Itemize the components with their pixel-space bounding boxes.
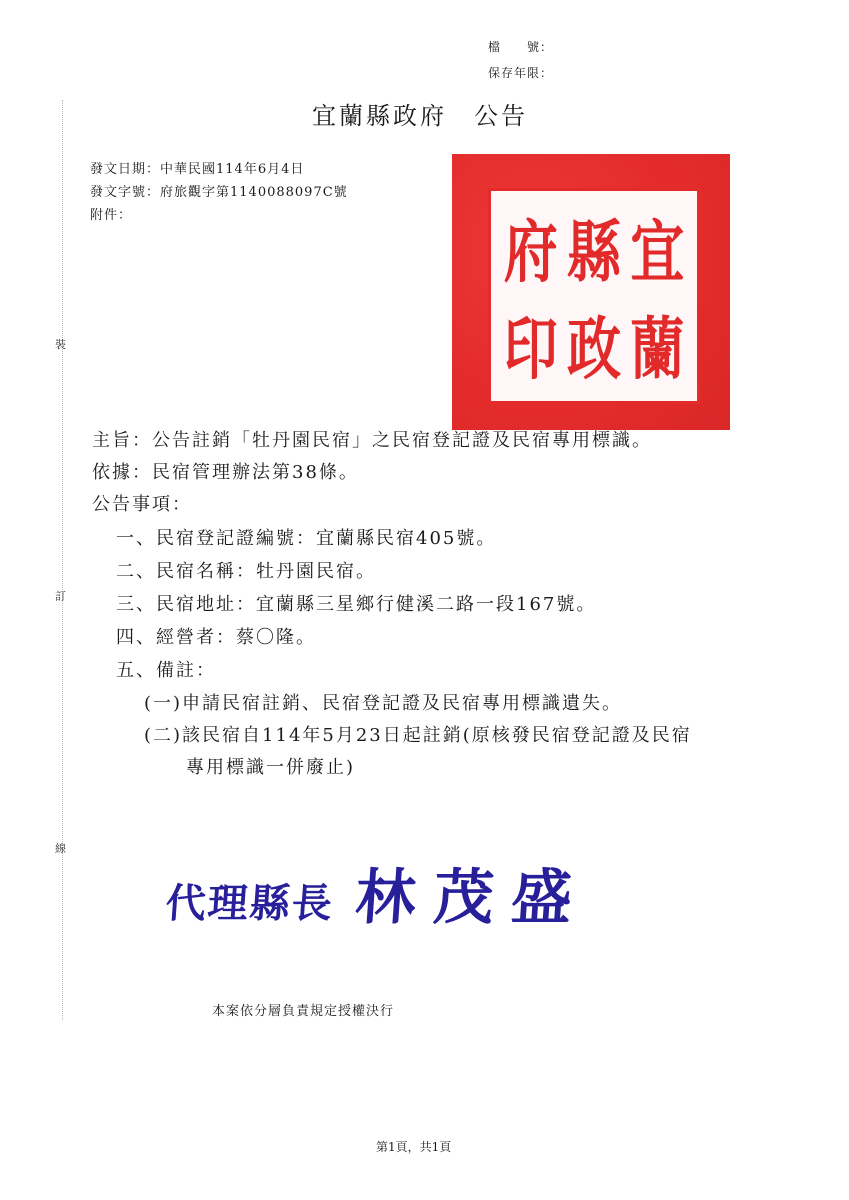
seal-char: 宜: [630, 211, 685, 292]
note-2-continued: 專用標識一併廢止): [186, 757, 356, 778]
note-1: (一)申請民宿註銷、民宿登記證及民宿專用標識遺失。: [144, 693, 623, 714]
document-number: 發文字號：府旅觀字第1140088097C號: [90, 185, 348, 200]
seal-char: 府: [503, 211, 558, 292]
document-title: 宜蘭縣政府 公告: [312, 102, 528, 130]
item-name: 二、民宿名稱：牡丹園民宿。: [116, 561, 376, 582]
retention-period-label: 保存年限：: [488, 66, 554, 80]
signature-title: 代理縣長: [164, 881, 336, 927]
note-2: (二)該民宿自114年5月23日起註銷(原核發民宿登記證及民宿: [144, 725, 692, 746]
item-address: 三、民宿地址：宜蘭縣三星鄉行健溪二路一段167號。: [116, 594, 597, 615]
official-seal-stamp: [452, 154, 730, 430]
seal-char: 印: [503, 308, 558, 389]
binding-line: [62, 100, 63, 1020]
issue-date: 發文日期：中華民國114年6月4日: [90, 162, 305, 177]
seal-frame: [488, 188, 700, 404]
margin-mark-line: 線: [55, 842, 66, 855]
seal-char: 政: [567, 308, 622, 389]
subject-line: 主旨：公告註銷「牡丹園民宿」之民宿登記證及民宿專用標識。: [92, 430, 652, 451]
announcement-items-heading: 公告事項：: [92, 494, 192, 515]
seal-characters: [499, 199, 689, 393]
margin-mark-bind: 裝: [55, 338, 66, 351]
seal-char: 蘭: [630, 308, 685, 389]
item-license-number: 一、民宿登記證編號：宜蘭縣民宿405號。: [116, 528, 497, 549]
basis-line: 依據：民宿管理辦法第38條。: [92, 462, 359, 483]
attachment-label: 附件：: [90, 208, 133, 223]
margin-mark-staple: 訂: [55, 590, 66, 603]
signature-name: 林茂盛: [353, 863, 593, 933]
file-number-label: 檔 號：: [488, 40, 554, 54]
page-number: 第1頁，共1頁: [376, 1140, 452, 1154]
seal-char: 縣: [567, 211, 622, 292]
item-remarks: 五、備註：: [116, 660, 216, 681]
item-operator: 四、經營者：蔡〇隆。: [116, 627, 316, 648]
delegation-note: 本案依分層負責規定授權決行: [212, 1004, 395, 1019]
